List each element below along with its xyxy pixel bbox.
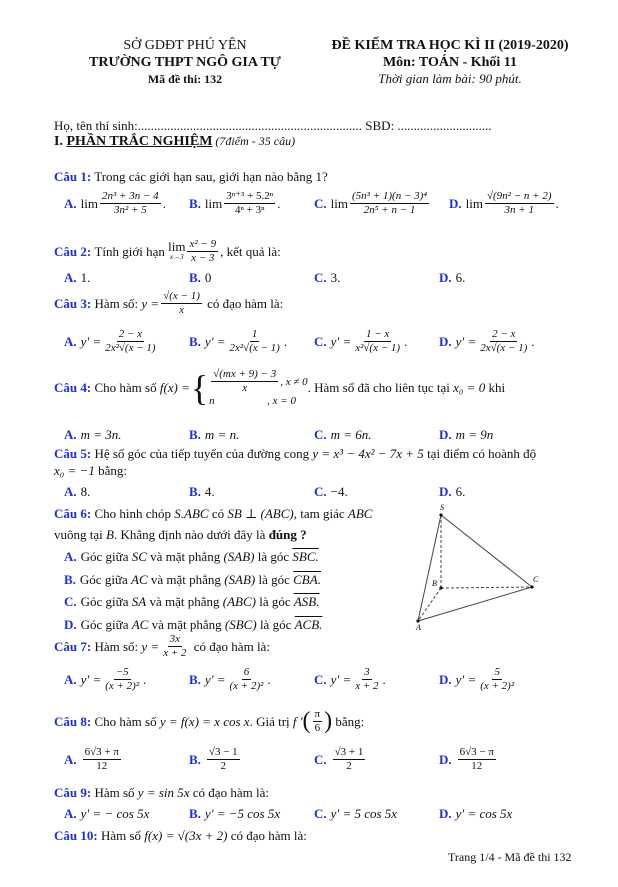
limit-symbol: lim x→3 xyxy=(168,238,186,261)
option-d[interactable]: D. $\frac{6√3 - \pi}{12}$ xyxy=(439,746,494,772)
pyramid-figure xyxy=(410,500,560,635)
option-d[interactable]: D. y' = $\frac{5}{\text{(x + 2)²}}$ xyxy=(439,666,515,692)
question-8-options xyxy=(64,746,564,773)
option-d[interactable]: D. 6. xyxy=(439,270,466,285)
question-2-options xyxy=(64,270,564,286)
question-label: Câu 2: xyxy=(54,243,92,259)
option-c[interactable]: C. lim $\frac{\text{(5n³ + 1)(n − 3)⁴}}{\text{2n⁵ + n − 1}}$ xyxy=(314,190,428,216)
option-b[interactable]: B. 0 xyxy=(189,270,212,285)
option-b[interactable]: B. lim $\frac{\text{3ⁿ⁺³ + 5.2ⁿ}}{\text{4ⁿ + 3ⁿ}}$ . xyxy=(189,190,281,216)
school-name: TRƯỜNG THPT NGÔ GIA TỰ xyxy=(89,55,281,70)
option-d[interactable]: D. Góc giữa AC và mặt phẳng (SBC) là góc ACB. xyxy=(64,616,323,632)
section-title: PHẦN TRẮC NGHIỆM xyxy=(66,134,213,149)
option-a[interactable]: A. y' = $\frac{-5}{\text{(x + 2)²}}$ . xyxy=(64,666,147,692)
option-b[interactable]: B. $\frac{√3 - 1}{2}$ xyxy=(189,746,238,772)
section-number: I. xyxy=(54,134,67,149)
student-info-line: Họ, tên thí sinh:..................................................................... SBD: ............................. xyxy=(54,118,492,133)
option-b[interactable]: B. y' = $\frac{6}{\text{(x + 2)²}}$ . xyxy=(189,666,271,692)
section-note: (7điểm - 35 câu) xyxy=(212,134,296,148)
label-b: B xyxy=(432,579,437,588)
piecewise-cases: $\frac{√(mx + 9) - 3}{x}$ , x ≠ 0 n , x = 0 xyxy=(209,368,308,407)
option-d[interactable]: D. 6. xyxy=(439,484,466,499)
question-9-options xyxy=(64,806,564,822)
option-d[interactable]: D. lim $\frac{\text{√(9n² − n + 2)}}{3n + 1}$ . xyxy=(449,190,559,216)
option-a[interactable]: A. Góc giữa SC và mặt phẳng (SAB) là góc SBC. xyxy=(64,549,319,564)
exam-code: Mã đề thi: 132 xyxy=(147,72,223,86)
question-4-options xyxy=(64,427,564,443)
page-footer: Trang 1/4 - Mã đề thi 132 xyxy=(448,850,572,864)
question-7-options xyxy=(64,666,564,693)
question-9: Câu 9: Hàm số y = sin 5x có đạo hàm là: xyxy=(54,785,269,800)
section-heading xyxy=(54,134,295,150)
option-c[interactable]: C. $\frac{√3 + 1}{2}$ xyxy=(314,746,364,772)
question-5-line2: x₀ = −1 bằng: xyxy=(54,463,127,478)
option-c[interactable]: C. y' = $\frac{3}{x + 2}$ . xyxy=(314,666,386,692)
option-b[interactable]: B. Góc giữa AC và mặt phẳng (SAB) là góc CBA. xyxy=(64,571,321,587)
question-1-options xyxy=(64,190,574,217)
vertex-s xyxy=(439,513,442,516)
question-10: Câu 10: Hàm số f(x) = √(3x + 2) có đạo hàm là: xyxy=(54,828,307,843)
question-3-options xyxy=(64,328,564,355)
question-7: Câu 7: Hàm số: y = $\frac{3x}{x + 2}$ có đạo hàm là: xyxy=(54,633,270,659)
question-6-line2: vuông tại B. Khẳng định nào dưới đây là đúng ? xyxy=(54,527,307,542)
edge-sc xyxy=(441,515,532,587)
option-c[interactable]: C. 3. xyxy=(314,270,341,285)
label-c: C xyxy=(533,575,539,584)
edge-ac xyxy=(418,587,532,621)
question-3: Câu 3: Hàm số: y = $\frac{√(x - 1)}{x}$ có đạo hàm là: xyxy=(54,290,284,316)
question-1 xyxy=(54,169,328,185)
option-c[interactable]: C. m = 6n. xyxy=(314,427,372,442)
question-6: Câu 6: Cho hình chóp S.ABC có SB ⊥ (ABC), tam giác ABC xyxy=(54,506,373,521)
question-4: Câu 4: Cho hàm số f(x) = { $\frac{√(mx + 9) - 3}{x}$ , x ≠ 0 n , x = 0 . Hàm số đã cho liên tục tại x₀ = 0 khi xyxy=(54,367,506,408)
exam-duration: Thời gian làm bài: 90 phút. xyxy=(378,71,522,86)
edge-bc xyxy=(441,587,532,588)
exam-title: ĐỀ KIỂM TRA HỌC KÌ II (2019-2020) xyxy=(331,38,569,53)
option-b[interactable]: B. m = n. xyxy=(189,427,240,442)
brace: { xyxy=(190,367,209,408)
option-c[interactable]: C. y' = 5 cos 5x xyxy=(314,806,398,821)
option-b[interactable]: B. y' = −5 cos 5x xyxy=(189,806,281,821)
question-label: Câu 1: xyxy=(54,169,92,184)
option-d[interactable]: D. m = 9n xyxy=(439,427,494,442)
question-text: Trong các giới hạn sau, giới hạn nào bằng 1? xyxy=(94,169,328,184)
exam-header xyxy=(320,37,580,87)
option-a[interactable]: A. lim $\frac{\text{2n³ + 3n − 4}}{\text{3n² + 5}}$ . xyxy=(64,190,166,216)
question-5-options xyxy=(64,484,564,500)
school-header xyxy=(60,37,310,87)
option-d[interactable]: D. y' = $\frac{2 - x}{2x√(x - 1)}$ . xyxy=(439,328,535,354)
question-2: Câu 2: Tính giới hạn lim x→3 $\frac{\text{x² − 9}}{x - 3}$ , kết quả là: xyxy=(54,238,281,264)
department-name: SỞ GDĐT PHÚ YÊN xyxy=(123,38,247,53)
option-b[interactable]: B. y' = $\frac{1}{\text{2x²√(x − 1)}}$ . xyxy=(189,328,288,354)
vertex-b xyxy=(439,586,442,589)
option-d[interactable]: D. y' = cos 5x xyxy=(439,806,513,821)
question-6-options xyxy=(64,546,322,636)
option-c[interactable]: C. y' = $\frac{1 - x}{\text{x²√(x − 1)}}$ . xyxy=(314,328,408,354)
option-c[interactable]: C. −4. xyxy=(314,484,348,499)
question-5: Câu 5: Hệ số góc của tiếp tuyến của đường cong y = x³ − 4x² − 7x + 5 tại điểm có hoành độ xyxy=(54,446,537,461)
label-a: A xyxy=(416,623,421,632)
option-a[interactable]: A. m = 3n. xyxy=(64,427,122,442)
label-s: S xyxy=(440,503,444,512)
option-b[interactable]: B. 4. xyxy=(189,484,215,499)
option-a[interactable]: A. y' = $\frac{2 - x}{\text{2x²√(x − 1)}}$ xyxy=(64,328,156,354)
option-c[interactable]: C. Góc giữa SA và mặt phẳng (ABC) là góc ASB. xyxy=(64,594,320,609)
option-a[interactable]: A. y' = − cos 5x xyxy=(64,806,150,821)
option-a[interactable]: A. 1. xyxy=(64,270,91,285)
exam-subject: Môn: TOÁN - Khối 11 xyxy=(382,55,518,70)
vertex-c xyxy=(530,585,533,588)
question-8: Câu 8: Cho hàm số y = f(x) = x cos x . Giá trị f ' ( $\frac{\pi}{6}$ ) bằng: xyxy=(54,708,365,734)
option-a[interactable]: A. $\frac{6√3 + \pi}{12}$ xyxy=(64,746,119,772)
option-a[interactable]: A. 8. xyxy=(64,484,91,499)
